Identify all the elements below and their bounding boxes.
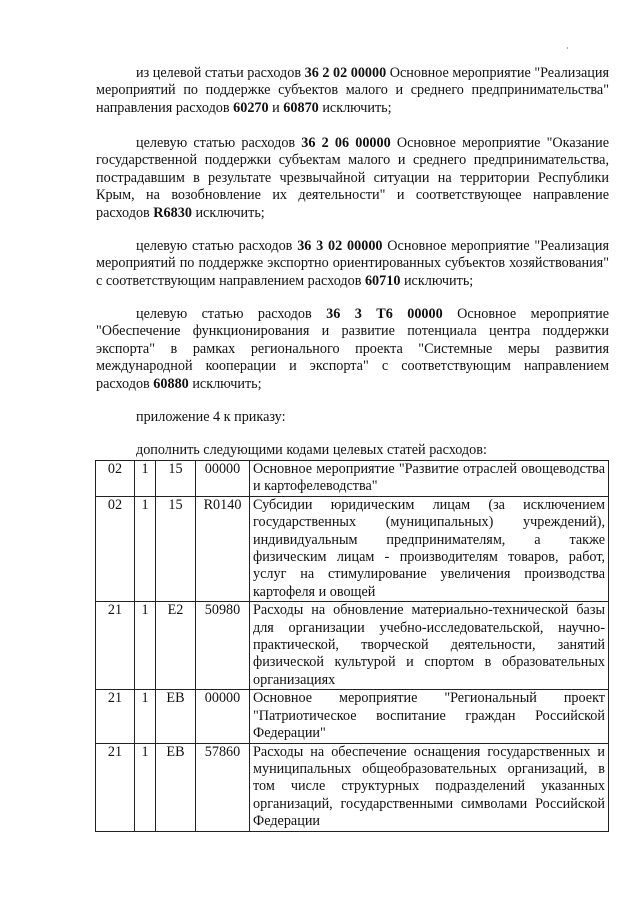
p1-text-4: исключить; (318, 99, 392, 116)
p1-text-3: и (268, 99, 284, 116)
cell-subprogram: 1 (135, 602, 156, 690)
p4-code: 36 3 Т6 00000 (326, 306, 443, 322)
cell-subprogram: 1 (135, 690, 156, 743)
p4-direction: 60880 (153, 375, 189, 392)
cell-direction: 00000 (196, 461, 250, 497)
p2-text-1: целевую статью расходов (136, 135, 302, 151)
cell-description: Основное мероприятие "Развитие отраслей овощеводства и картофелеводства" (250, 461, 609, 497)
paragraph-2 (96, 135, 609, 222)
cell-program: 21 (96, 602, 135, 690)
p3-text-2: Основное мероприятие "Реализация мероприятий по поддержке экспортно ориентированных субъектов хозяйствования" с соответствующим направлением расходов (96, 238, 610, 289)
cell-direction: 57860 (196, 743, 250, 831)
cell-subprogram: 1 (135, 743, 156, 831)
cell-description: Основное мероприятие "Региональный проект "Патриотическое воспитание граждан Российской Федерации" (250, 690, 609, 743)
cell-program: 21 (96, 690, 135, 743)
codes-table (95, 460, 609, 832)
cell-subprogram: 1 (135, 461, 156, 497)
cell-activity: ЕВ (156, 690, 196, 743)
p4-text-1: целевую статью расходов (136, 306, 327, 322)
appendix-line: приложение 4 к приказу: (136, 409, 286, 425)
cell-program: 02 (96, 461, 135, 497)
paragraph-3 (96, 238, 609, 290)
cell-subprogram: 1 (135, 496, 156, 601)
cell-description: Субсидии юридическим лицам (за исключением государственных (муниципальных) учреждений), индивидуальным предпринимателям, а также физическим лицам - производителям товаров, работ, услуг на стимулирование увеличения производства картофеля и овощей (250, 496, 609, 601)
cell-activity: ЕВ (156, 743, 196, 831)
p1-text-1: из целевой статьи расходов (136, 65, 305, 81)
p1-text-2: Основное мероприятие "Реализация мероприятий по поддержке субъектов малого и среднего предпринимательства" направления расходов (96, 65, 609, 116)
cell-activity: 15 (156, 461, 196, 497)
p3-text-3: исключить; (400, 272, 474, 289)
cell-program: 02 (96, 496, 135, 601)
cell-program: 21 (96, 743, 135, 831)
p1-direction-1: 60270 (233, 99, 269, 116)
cell-description: Расходы на обновление материально-технической базы для организации учебно-исследовательской, научно-практической, творческой деятельности, занятий физической культурой и спортом в образовательных организациях (250, 602, 609, 690)
p3-text-1: целевую статью расходов (136, 238, 298, 254)
table-row (96, 602, 609, 690)
table-row (96, 743, 609, 831)
p3-direction: 60710 (364, 272, 401, 289)
paragraph-4 (96, 306, 609, 393)
corner-mark: · (566, 44, 569, 53)
cell-description: Расходы на обеспечение оснащения государственных и муниципальных общеобразовательных организаций, в том числе структурных подразделений указанных организаций, государственными символами Российской Федерации (250, 743, 609, 831)
p3-code: 36 3 02 00000 (297, 238, 383, 254)
supplement-line: дополнить следующими кодами целевых статей расходов: (136, 442, 487, 458)
p2-code: 36 2 06 00000 (301, 135, 391, 151)
table-row (96, 461, 609, 497)
table-row (96, 690, 609, 743)
p4-text-2: Основное мероприятие "Обеспечение функционирования и развитие потенциала центра поддержки экспорта" в рамках регионального проекта "Системные меры развития международной кооперации и экспорта" с соответствующим направлением расходов (96, 306, 610, 392)
p1-direction-2: 60870 (283, 99, 319, 116)
p2-text-2: Основное мероприятие "Оказание государственной поддержки субъектам малого и среднего предпринимательства, пострадавшим в результате чрезвычайной ситуации на территории Республики Крым, на возобновление их деятельности" и соответствующее направление расходов (96, 135, 610, 221)
cell-direction: 50980 (196, 602, 250, 690)
cell-activity: 15 (156, 496, 196, 601)
cell-activity: Е2 (156, 602, 196, 690)
p2-direction: R6830 (153, 204, 192, 221)
cell-direction: 00000 (196, 690, 250, 743)
table-row (96, 496, 609, 601)
p4-text-3: исключить; (188, 375, 262, 392)
cell-direction: R0140 (196, 496, 250, 601)
paragraph-1 (96, 65, 609, 117)
p1-code: 36 2 02 00000 (304, 65, 387, 81)
p2-text-3: исключить; (191, 204, 265, 221)
